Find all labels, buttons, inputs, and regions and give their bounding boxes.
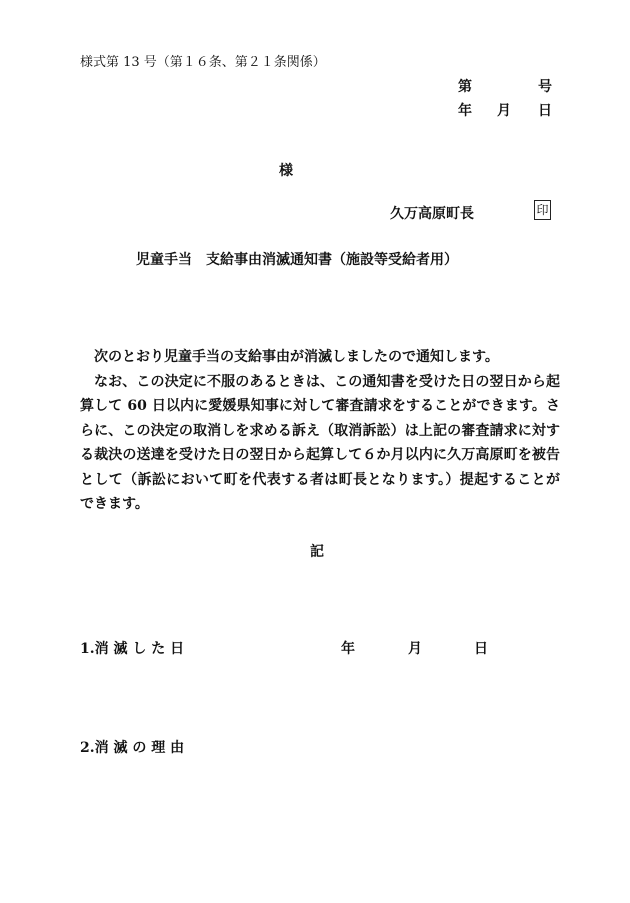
item1-day: 日 bbox=[474, 641, 488, 657]
issue-date-year: 年 bbox=[458, 103, 472, 119]
form-number-label: 様式第 13 号（第１６条、第２１条関係） bbox=[80, 55, 326, 70]
issue-date-month: 月 bbox=[497, 103, 511, 119]
notice-paragraph-2: なお、この決定に不服のあるときは、この通知書を受けた日の翌日から起算して 60 日以内に愛媛県知事に対して審査請求をすることができます。さらに、この決定の取消しを求める訴え（取消訴訟）は上記の審査請求に対する裁決の送達を受けた日の翌日から起算して６か月以内に久万高原町を被告として（訴訟において町を代表する者は町長となります。）提起することができます。 bbox=[80, 373, 560, 512]
item1-label: 1.消 滅 し た 日 bbox=[80, 641, 185, 657]
item2-label: 2.消 滅 の 理 由 bbox=[80, 740, 185, 756]
recipient-honorific: 様 bbox=[279, 163, 293, 179]
document-title: 児童手当 支給事由消滅通知書（施設等受給者用） bbox=[136, 252, 458, 268]
document-number-prefix: 第 bbox=[458, 79, 472, 95]
issue-date-day: 日 bbox=[538, 103, 552, 119]
issuer-name: 久万高原町長 bbox=[390, 206, 474, 222]
record-heading: 記 bbox=[310, 544, 324, 560]
seal-stamp: 印 bbox=[534, 200, 551, 220]
item1-year: 年 bbox=[341, 641, 355, 657]
notice-paragraph-1: 次のとおり児童手当の支給事由が消滅しましたので通知します。 bbox=[94, 349, 499, 365]
notice-body bbox=[80, 345, 560, 517]
document-number-suffix: 号 bbox=[538, 79, 552, 95]
item1-month: 月 bbox=[408, 641, 422, 657]
